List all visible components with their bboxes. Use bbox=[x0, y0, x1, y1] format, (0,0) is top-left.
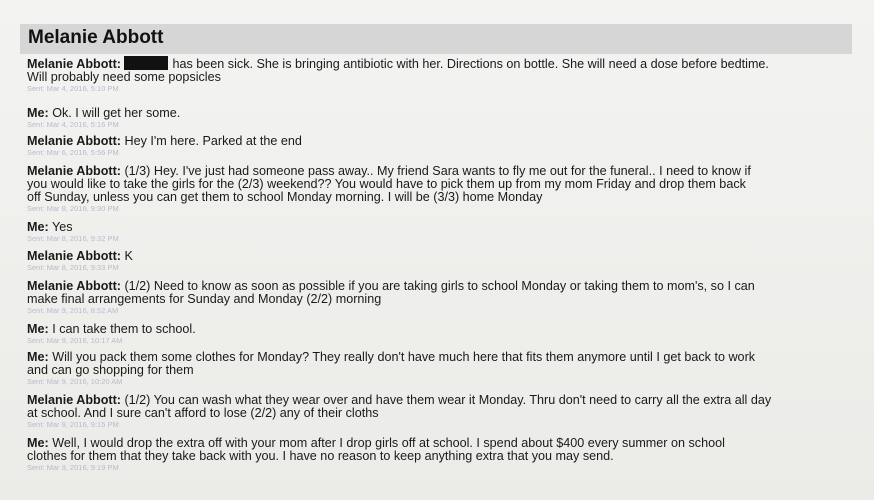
message-timestamp: Sent: Mar 4, 2016, 5:10 PM bbox=[27, 84, 119, 93]
message-text bbox=[27, 135, 852, 148]
message-timestamp: Sent: Mar 6, 2016, 5:56 PM bbox=[27, 148, 119, 157]
message-sender: Melanie Abbott: bbox=[27, 164, 121, 178]
message-timestamp: Sent: Mar 8, 2016, 9:30 PM bbox=[27, 204, 119, 213]
message bbox=[27, 135, 852, 165]
message-text bbox=[27, 221, 852, 234]
message-timestamp: Sent: Mar 4, 2016, 5:16 PM bbox=[27, 120, 119, 129]
message bbox=[27, 280, 852, 323]
message bbox=[27, 107, 852, 135]
message-body: Will you pack them some clothes for Monday? They really don't have much here that fits them anymore until I get back to work and can go shopping for them bbox=[27, 350, 756, 377]
message bbox=[27, 323, 852, 351]
message-sender: Melanie Abbott: bbox=[27, 134, 121, 148]
message-body: I can take them to school. bbox=[52, 322, 196, 336]
message-list bbox=[27, 56, 852, 475]
message-timestamp: Sent: Mar 9, 2016, 10:17 AM bbox=[27, 336, 123, 345]
message-sender: Melanie Abbott: bbox=[27, 57, 121, 71]
message-sender: Me: bbox=[27, 220, 49, 234]
message-text bbox=[27, 394, 852, 420]
message-text bbox=[27, 56, 852, 84]
message-text bbox=[27, 165, 852, 204]
message bbox=[27, 437, 852, 475]
message-body: Yes bbox=[51, 220, 73, 234]
message-text bbox=[27, 323, 852, 336]
message-text bbox=[27, 437, 852, 463]
conversation-title: Melanie Abbott bbox=[28, 27, 164, 48]
message bbox=[27, 250, 852, 280]
message-body: Hey I'm here. Parked at the end bbox=[124, 134, 302, 148]
conversation-header bbox=[20, 24, 852, 54]
message-timestamp: Sent: Mar 8, 2016, 9:32 PM bbox=[27, 234, 119, 243]
message-body: K bbox=[124, 249, 133, 263]
message-timestamp: Sent: Mar 9, 2016, 8:52 AM bbox=[27, 306, 119, 315]
message-text bbox=[27, 107, 852, 120]
message bbox=[27, 56, 852, 107]
message bbox=[27, 351, 852, 394]
message-sender: Me: bbox=[27, 322, 49, 336]
message-sender: Melanie Abbott: bbox=[27, 249, 121, 263]
message-sender: Me: bbox=[27, 436, 49, 450]
message-body: (1/2) Need to know as soon as possible if you are taking girls to school Monday or taking them to mom's, so I can make final arrangements for Sunday and Monday (2/2) morning bbox=[27, 279, 755, 306]
message bbox=[27, 165, 852, 221]
message-sender: Melanie Abbott: bbox=[27, 279, 121, 293]
message-timestamp: Sent: Mar 9, 2016, 10:20 AM bbox=[27, 377, 123, 386]
message-body: Well, I would drop the extra off with your mom after I drop girls off at school. I spend about $400 every summer on school clothes for them that they take back with you. I have no reason to keep anything extra that you may send. bbox=[27, 436, 725, 463]
message-text bbox=[27, 250, 852, 263]
message bbox=[27, 221, 852, 250]
message-timestamp: Sent: Mar 8, 2016, 9:33 PM bbox=[27, 263, 119, 272]
message-body: (1/3) Hey. I've just had someone pass away.. My friend Sara wants to fly me out for the funeral.. I need to know if you would like to take the girls for the (2/3) weekend?? You would have to pick them up from my mom Friday and drop them back off Sunday, unless you can get them to school Monday morning. I will be (3/3) home Monday bbox=[27, 164, 751, 204]
message-timestamp: Sent: Mar 9, 2016, 9:15 PM bbox=[27, 420, 119, 429]
message-body: has been sick. She is bringing antibiotic with her. Directions on bottle. She will need a dose before bedtime. Will probably need some popsicles bbox=[27, 57, 769, 84]
message-timestamp: Sent: Mar 9, 2016, 9:19 PM bbox=[27, 463, 119, 472]
message-sender: Me: bbox=[27, 106, 49, 120]
message-sender: Me: bbox=[27, 350, 49, 364]
message-text bbox=[27, 280, 852, 306]
message-text bbox=[27, 351, 852, 377]
message-body: Ok. I will get her some. bbox=[52, 106, 181, 120]
message bbox=[27, 394, 852, 437]
redaction-block bbox=[124, 56, 168, 70]
message-body: (1/2) You can wash what they wear over and have them wear it Monday. Thru don't need to carry all the extra all day at school. And I sure can't afford to lose (2/2) any of their cloths bbox=[27, 393, 772, 420]
message-sender: Melanie Abbott: bbox=[27, 393, 121, 407]
